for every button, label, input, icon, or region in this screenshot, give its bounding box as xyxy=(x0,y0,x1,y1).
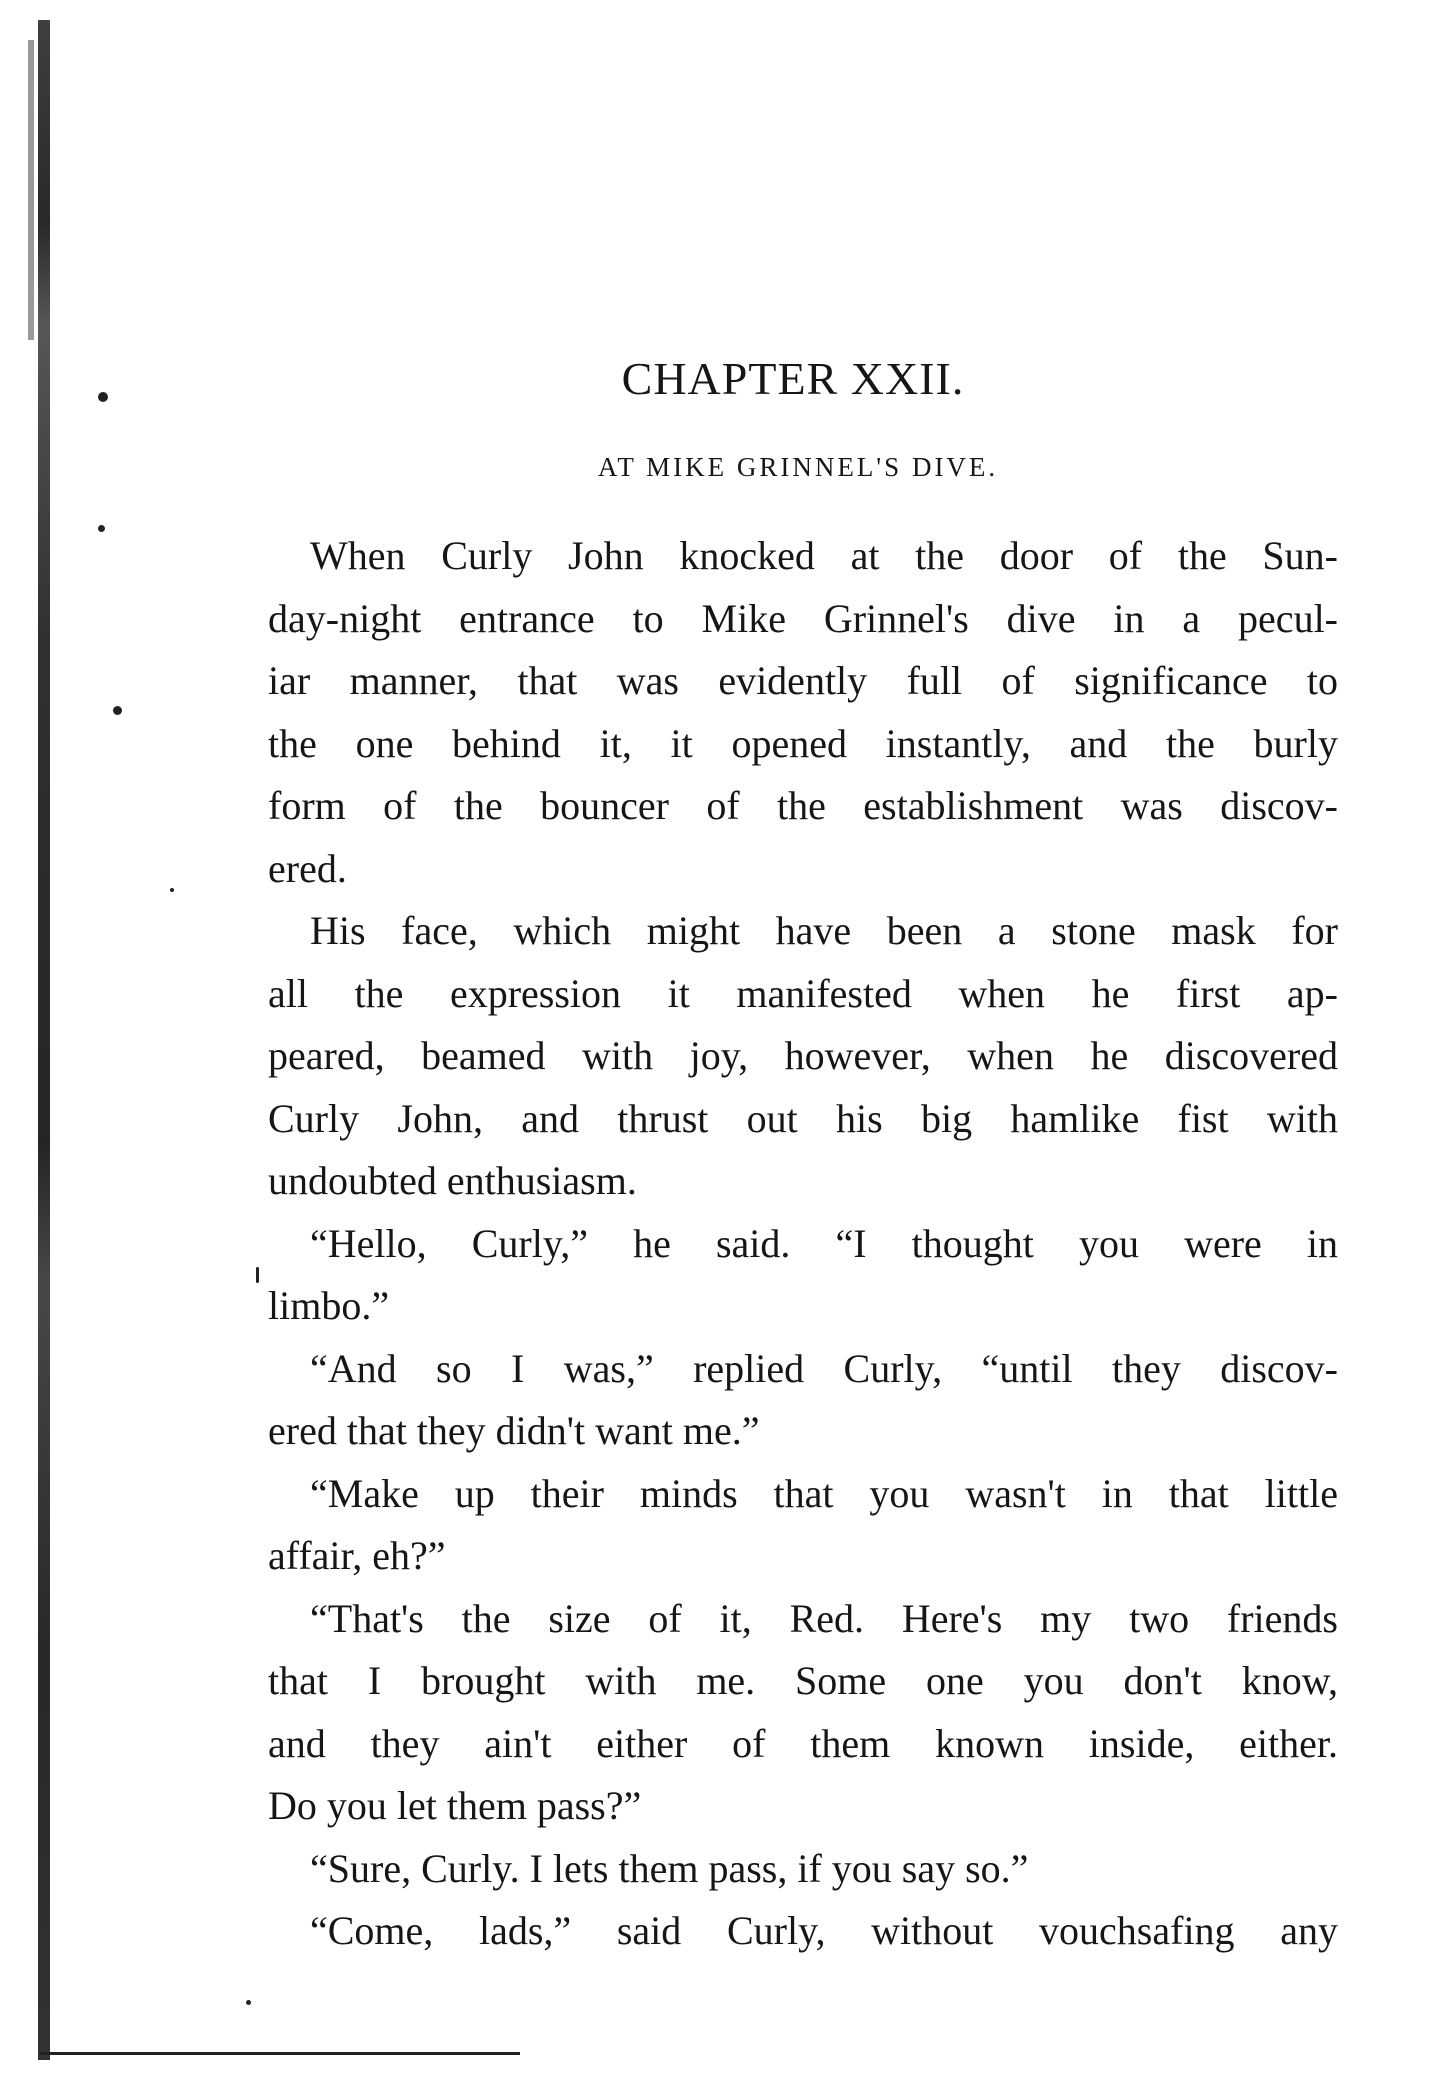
text-line: When Curly John knocked at the door of the Sun- xyxy=(310,533,1338,578)
text-line: ered that they didn't want me.” xyxy=(268,1408,760,1453)
text-line: form of the bouncer of the establishment was discov- xyxy=(268,783,1338,828)
text-line: Do you let them pass?” xyxy=(268,1783,642,1828)
bottom-edge-shadow xyxy=(40,2052,520,2055)
text-line: “That's the size of it, Red. Here's my two friends xyxy=(310,1595,1338,1641)
text-line: undoubted enthusiasm. xyxy=(268,1158,637,1203)
binding-edge-shadow xyxy=(38,20,50,2060)
chapter-subtitle: AT MIKE GRINNEL'S DIVE. xyxy=(597,452,999,482)
text-line: iar manner, that was evidently full of significance to xyxy=(268,658,1338,703)
text-line: “And so I was,” replied Curly, “until they discov- xyxy=(310,1345,1338,1391)
text-line: and they ain't either of them known inside, either. xyxy=(268,1720,1338,1766)
text-line: that I brought with me. Some one you don't know, xyxy=(268,1658,1338,1703)
text-line: limbo.” xyxy=(268,1283,390,1328)
scan-speck xyxy=(246,2000,251,2005)
text-line: ered. xyxy=(268,845,347,891)
text-line: all the expression it manifested when he first ap- xyxy=(268,970,1338,1016)
text-line: “Come, lads,” said Curly, without vouchsafing any xyxy=(310,1908,1338,1953)
text-line: His face, which might have been a stone mask for xyxy=(310,908,1338,953)
binding-edge-mark xyxy=(28,40,34,340)
text-line: the one behind it, it opened instantly, and the burly xyxy=(268,720,1338,766)
text-line: “Hello, Curly,” he said. “I thought you were in xyxy=(310,1220,1338,1266)
chapter-title: CHAPTER XXII. xyxy=(621,353,965,404)
scan-speck xyxy=(256,1267,259,1283)
chapter-body-text xyxy=(268,525,1338,1963)
scan-speck xyxy=(170,888,174,892)
scan-speck xyxy=(113,706,122,715)
text-line: peared, beamed with joy, however, when he discovered xyxy=(268,1033,1338,1078)
text-line: Curly John, and thrust out his big hamlike fist with xyxy=(268,1095,1338,1141)
text-line: affair, eh?” xyxy=(268,1533,446,1578)
text-line: “Make up their minds that you wasn't in that little xyxy=(310,1470,1338,1516)
text-line: day-night entrance to Mike Grinnel's dive in a pecul- xyxy=(268,595,1338,641)
scan-speck xyxy=(98,525,105,532)
text-line: “Sure, Curly. I lets them pass, if you say so.” xyxy=(310,1845,1029,1891)
